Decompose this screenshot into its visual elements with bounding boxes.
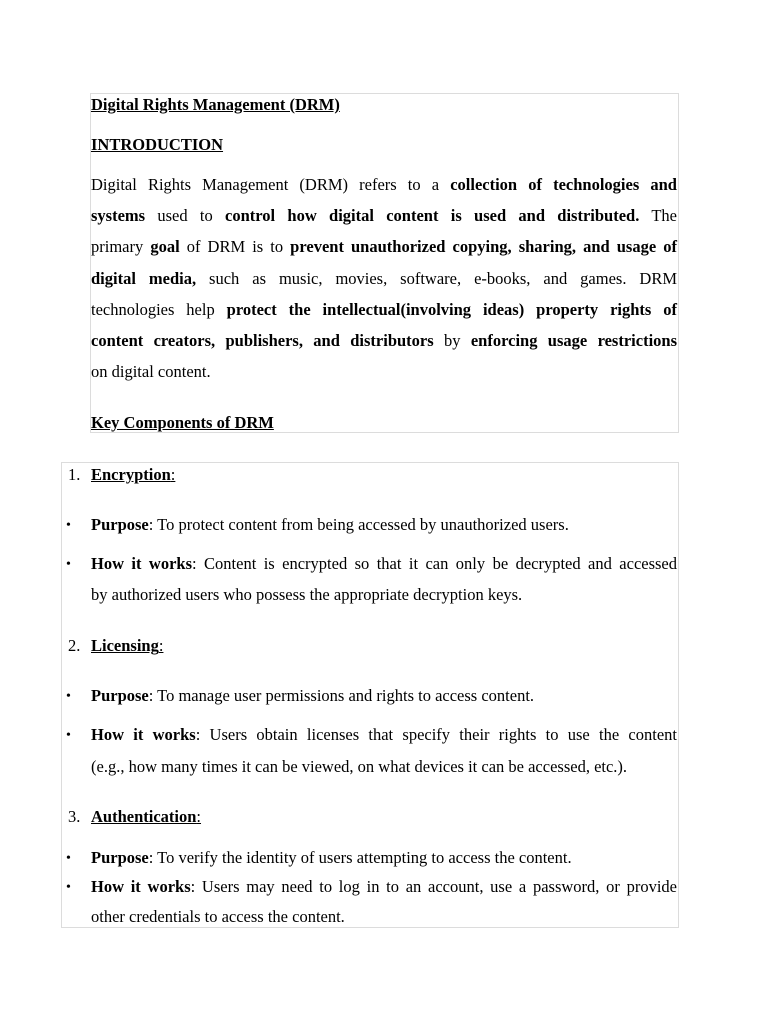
component-heading: Authentication: [91,807,202,826]
bullet-icon: • [66,518,71,533]
key-components-heading: Key Components of DRM [91,413,274,432]
intro-line-3: primary goal of DRM is to prevent unauthorized copying, sharing, and usage of [91,237,677,256]
component-how-line-2: by authorized users who possess the appropriate decryption keys. [91,585,523,604]
bullet-icon: • [66,557,71,572]
component-purpose: Purpose: To manage user permissions and rights to access content. [91,686,535,705]
component-heading: Licensing: [91,636,164,655]
bullet-icon: • [66,728,71,743]
intro-line-4: digital media, such as music, movies, software, e-books, and games. DRM [91,269,677,288]
intro-line-2: systems used to control how digital content is used and distributed. The [91,206,677,225]
component-heading: Encryption: [91,465,176,484]
component-how-line-2: (e.g., how many times it can be viewed, on what devices it can be accessed, etc.). [91,757,628,776]
bullet-icon: • [66,851,71,866]
intro-line-5: technologies help protect the intellectual(involving ideas) property rights of [91,300,677,319]
component-how-line-1: How it works: Users may need to log in to an account, use a password, or provide [91,877,677,896]
intro-line-6: content creators, publishers, and distributors by enforcing usage restrictions [91,331,677,350]
component-number: 2. [68,636,81,655]
component-purpose: Purpose: To protect content from being accessed by unauthorized users. [91,515,569,534]
document-title: Digital Rights Management (DRM) [91,95,340,114]
component-how-line-2: other credentials to access the content. [91,907,345,926]
intro-heading: INTRODUCTION [91,135,224,154]
intro-line-1: Digital Rights Management (DRM) refers to a collection of technologies and [91,175,677,194]
component-purpose: Purpose: To verify the identity of users attempting to access the content. [91,848,572,867]
component-how-line-1: How it works: Users obtain licenses that specify their rights to use the content [91,725,677,744]
bullet-icon: • [66,880,71,895]
intro-line-7: on digital content. [91,362,211,381]
bullet-icon: • [66,689,71,704]
component-how-line-1: How it works: Content is encrypted so that it can only be decrypted and accessed [91,554,678,573]
component-number: 3. [68,807,81,826]
component-number: 1. [68,465,81,484]
